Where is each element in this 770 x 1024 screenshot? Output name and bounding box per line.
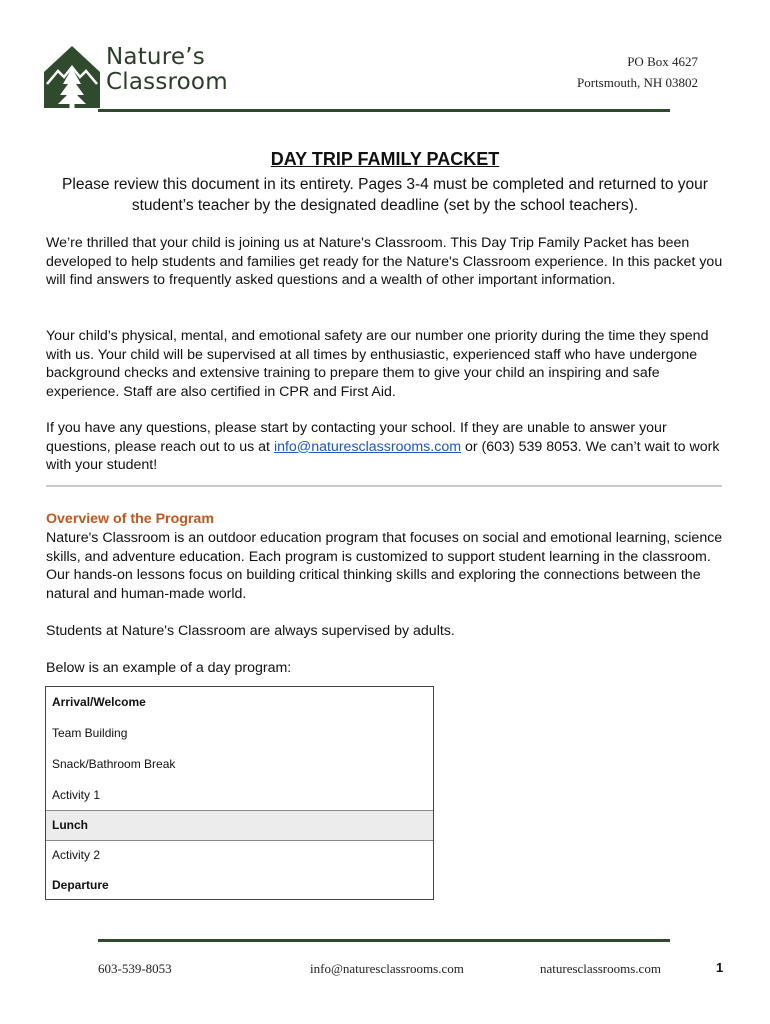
intro-paragraph-3	[46, 419, 726, 475]
address-line1: PO Box 4627	[627, 54, 698, 69]
brand-name-line1: Nature’s	[106, 44, 205, 70]
address-line2: Portsmouth, NH 03802	[577, 75, 698, 90]
page-number: 1	[716, 960, 724, 975]
footer-email: info@naturesclassrooms.com	[310, 961, 464, 976]
footer-rule	[98, 939, 670, 942]
day-program-table	[45, 686, 434, 900]
schedule-row: Activity 2	[52, 848, 101, 862]
intro-p3-text-after: or (603) 539 8053. We can’t wait to work with your student!	[46, 438, 720, 474]
section-divider	[46, 485, 722, 487]
schedule-row: Team Building	[52, 726, 128, 740]
header-rule	[98, 109, 670, 112]
overview-paragraph-1: Nature's Classroom is an outdoor education program that focuses on social and emotional learning, science skills, and adventure education. Each program is customized to support student learning in the classroom. Our hands-on lessons focus on building critical thinking skills and exploring the connections between the natural and human-made world.	[46, 530, 723, 602]
schedule-row: Departure	[52, 878, 109, 892]
contact-email-link[interactable]: info@naturesclassrooms.com	[273, 438, 462, 455]
schedule-row-lunch: Lunch	[46, 810, 433, 841]
tree-logo-icon	[44, 44, 100, 108]
intro-paragraph-1: We’re thrilled that your child is joining us at Nature's Classroom. This Day Trip Family Packet has been developed to help students and families get ready for the Nature's Classroom experience. In this packet you will find answers to frequently asked questions and a wealth of other important information.	[46, 235, 723, 289]
brand-logo	[44, 42, 244, 110]
brand-name-line2: Classroom	[106, 69, 228, 95]
intro-p3-text-before: If you have any questions, please start by contacting your school. If they are unable to answer your questions, please reach out to us at	[46, 420, 667, 455]
overview-heading: Overview of the Program	[46, 511, 214, 527]
overview-paragraph-2: Students at Nature's Classroom are always supervised by adults.	[46, 623, 455, 639]
schedule-row: Activity 1	[52, 788, 101, 802]
overview-paragraph-3: Below is an example of a day program:	[46, 660, 292, 676]
mailing-address	[577, 51, 698, 93]
document-subtitle: Please review this document in its entirety. Pages 3-4 must be completed and returned to your student’s teacher by the designated deadline (set by the school teachers).	[62, 176, 708, 214]
intro-paragraph-2: Your child’s physical, mental, and emotional safety are our number one priority during the time they spend with us. Your child will be supervised at all times by enthusiastic, experienced staff who have undergone background checks and extensive training to prepare them to give your child an inspiring and safe experience. Staff are also certified in CPR and First Aid.	[46, 328, 709, 400]
schedule-row: Arrival/Welcome	[52, 695, 146, 709]
footer-website: naturesclassrooms.com	[540, 961, 661, 976]
footer-phone: 603-539-8053	[98, 961, 172, 976]
document-title: DAY TRIP FAMILY PACKET	[270, 149, 500, 169]
schedule-row: Snack/Bathroom Break	[52, 757, 176, 771]
